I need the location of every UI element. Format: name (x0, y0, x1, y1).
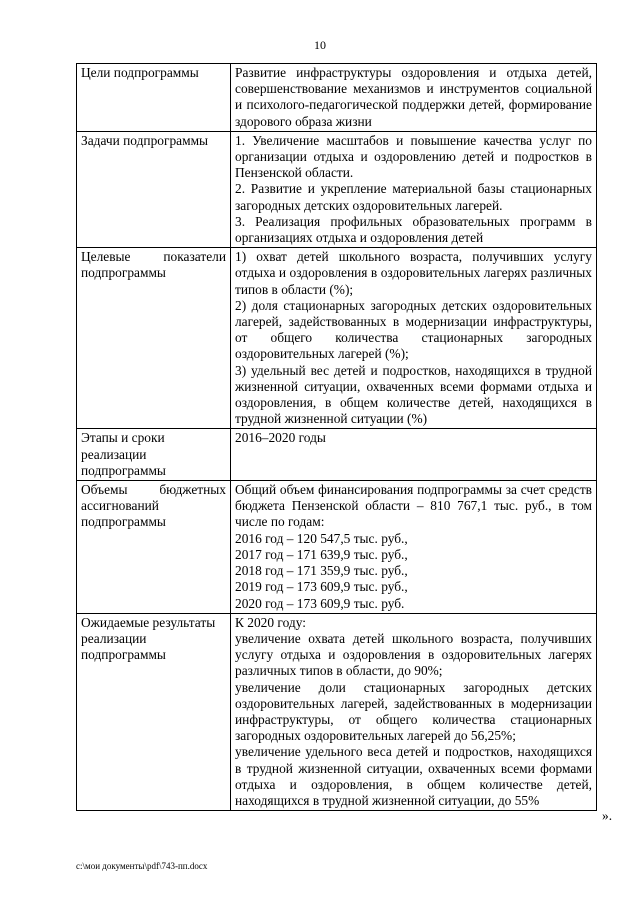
row-label-budget (77, 481, 231, 614)
row-paragraph: 2018 год – 171 359,9 тыс. руб., (235, 563, 408, 579)
row-paragraph: увеличение доли стационарных загородных детских оздоровительных лагерей, задействованных в модернизации инфраструктуры, от общего количества стационарных загородных оздоровительных лагерей до 56,25%; (235, 679, 592, 744)
row-label-indicators (77, 248, 231, 429)
row-paragraph: 3. Реализация профильных образовательных программ в организациях отдыха и оздоровления детей (235, 213, 592, 246)
row-paragraph: К 2020 году: (235, 614, 306, 630)
closing-quote-mark: ». (602, 808, 613, 823)
footer-file-path: c:\мои документы\pdf\743-пп.docx (76, 861, 208, 871)
row-value-goals (231, 64, 597, 132)
row-paragraph: 1. Увеличение масштабов и повышение качества услуг по организации отдыха и оздоровлению детей и подростков в Пензенской области. (235, 132, 592, 181)
row-paragraph: 2016–2020 годы (235, 430, 326, 446)
row-value-results (231, 613, 597, 810)
row-paragraph: Развитие инфраструктуры оздоровления и отдыха детей, совершенствование механизмов и инструментов социальной и психолого-педагогической поддержки детей, формирование здорового образа жизни (235, 65, 592, 129)
table-row-goals (77, 64, 597, 132)
row-paragraph: 3) удельный вес детей и подростков, находящихся в трудной жизненной ситуации, охваченных всеми формами отдыха и оздоровления, в общем количестве детей, находящихся в трудной жизненной ситуации (%) (235, 362, 592, 427)
row-paragraph: 2) доля стационарных загородных детских оздоровительных лагерей, задействованных в модернизации инфраструктуры, от общего количества стационарных загородных оздоровительных лагерей (%); (235, 297, 592, 362)
row-paragraph: 1) охват детей школьного возраста, получивших услугу отдыха и оздоровления в оздоровительных лагерях различных типов в области (%); (235, 249, 592, 297)
row-label-results (77, 613, 231, 810)
table-row-budget (77, 481, 597, 614)
row-label-text: Объемы бюджетных ассигнований подпрограммы (81, 482, 226, 530)
row-paragraph: 2. Развитие и укрепление материальной базы стационарных загородных детских оздоровительных лагерей. (235, 181, 592, 213)
row-label-tasks (77, 131, 231, 247)
row-value-stages (231, 429, 597, 481)
row-label-text: Задачи подпрограммы (81, 132, 209, 148)
row-paragraph: 2019 год – 173 609,9 тыс. руб., (235, 579, 408, 595)
table-row-results (77, 613, 597, 810)
row-label-text: Этапы и сроки реализации подпрограммы (81, 430, 166, 478)
row-label-stages (77, 429, 231, 481)
subprogram-passport-table (76, 63, 597, 811)
row-paragraph: увеличение охвата детей школьного возраста, получивших услугу отдыха и оздоровления в оздоровительных лагерях различных типов в области, до 90%; (235, 630, 592, 679)
row-value-budget (231, 481, 597, 614)
row-paragraph: увеличение удельного веса детей и подростков, находящихся в трудной жизненной ситуации, охваченных всеми формами отдыха и оздоровления, в общем количестве детей, находящихся в трудной жизненной ситуации, до 55% (235, 744, 592, 808)
row-label-text: Цели подпрограммы (81, 65, 199, 80)
table-row-indicators (77, 248, 597, 429)
row-value-tasks (231, 131, 597, 247)
row-label-text: Ожидаемые результаты реализации подпрограммы (81, 614, 216, 663)
row-paragraph: 2017 год – 171 639,9 тыс. руб., (235, 546, 408, 562)
row-label-goals (77, 64, 231, 132)
row-label-text: Целевые показатели подпрограммы (81, 249, 226, 281)
row-paragraph: 2020 год – 173 609,9 тыс. руб. (235, 595, 405, 611)
row-value-indicators (231, 248, 597, 429)
row-paragraph: 2016 год – 120 547,5 тыс. руб., (235, 530, 408, 546)
page-number: 10 (314, 38, 326, 52)
table-row-stages (77, 429, 597, 481)
row-paragraph: Общий объем финансирования подпрограммы за счет средств бюджета Пензенской области – 810 767,1 тыс. руб., в том числе по годам: (235, 482, 592, 530)
table-row-tasks (77, 131, 597, 247)
